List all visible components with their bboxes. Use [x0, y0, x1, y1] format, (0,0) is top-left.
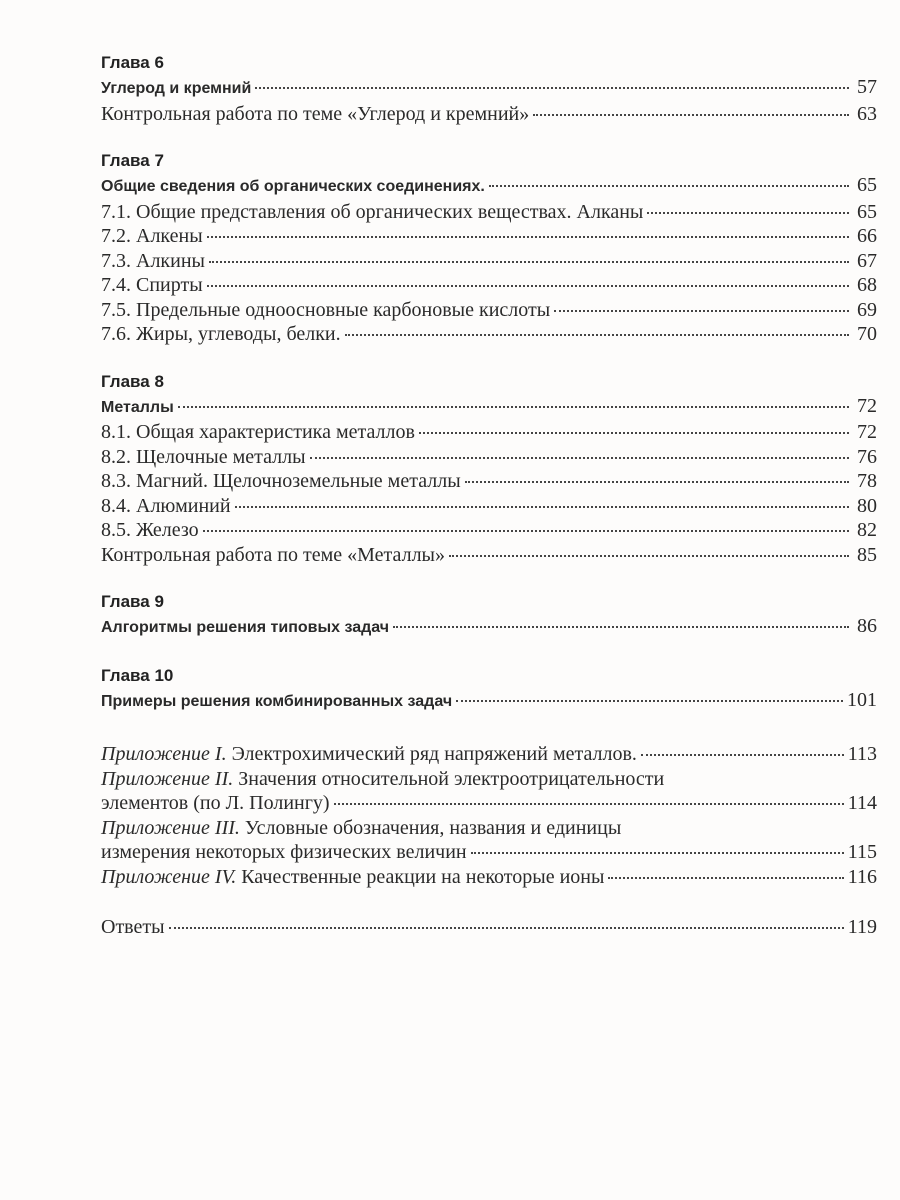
chapter-9-section [101, 589, 877, 641]
chapter-heading: Глава 10 [101, 665, 174, 685]
dot-leader [449, 554, 849, 557]
toc-entry[interactable] [101, 298, 877, 323]
dot-leader [207, 284, 849, 287]
appendix-continuation-text: элементов (по Л. Полингу) [101, 792, 330, 814]
toc-entry[interactable] [101, 420, 877, 445]
toc-entry[interactable] [101, 249, 877, 274]
page-number: 116 [847, 865, 877, 888]
chapter-heading: Глава 8 [101, 371, 164, 391]
page-number: 72 [857, 394, 877, 417]
entry-title: Алгоритмы решения типовых задач [101, 619, 390, 636]
toc-entry[interactable] [101, 614, 877, 641]
page-number: 70 [857, 323, 877, 345]
appendix-continuation-text: измерения некоторых физических величин [101, 841, 467, 863]
dot-leader [255, 86, 849, 89]
page-number: 85 [857, 543, 877, 566]
appendix-label: Приложение IV. [101, 865, 237, 888]
chapter-heading: Глава 6 [101, 53, 164, 72]
toc-entry[interactable] [101, 273, 877, 298]
page-number: 76 [857, 445, 877, 468]
appendix-text: Электрохимический ряд напряжений металлов. [231, 743, 637, 765]
toc-entry[interactable] [101, 102, 877, 127]
dot-leader [169, 926, 844, 929]
appendix-first-line [101, 767, 877, 792]
appendix-entry[interactable] [101, 742, 877, 767]
entry-title: 8.2. Щелочные металлы [101, 445, 306, 468]
page-number: 101 [847, 688, 877, 711]
chapter-heading: Глава 7 [101, 151, 164, 170]
toc-entry[interactable] [101, 543, 877, 568]
dot-leader [207, 235, 849, 238]
appendix-entry[interactable] [101, 767, 877, 816]
appendix-entry[interactable] [101, 816, 877, 865]
page-number: 80 [857, 494, 877, 517]
dot-leader [471, 851, 844, 854]
dot-leader [533, 113, 849, 116]
dot-leader [419, 431, 849, 434]
entry-title: Ответы [101, 916, 165, 938]
page-number: 63 [857, 102, 877, 125]
table-of-contents [101, 50, 877, 962]
entry-title: 7.4. Спирты [101, 274, 203, 296]
entry-title: Примеры решения комбинированных задач [101, 692, 453, 710]
entry-title: 8.3. Магний. Щелочноземельные металлы [101, 470, 461, 492]
dot-leader [608, 876, 843, 879]
entry-title: 7.2. Алкены [101, 225, 203, 247]
chapter-6-section [101, 50, 877, 126]
toc-entry[interactable] [101, 494, 877, 519]
appendix-label: Приложение I. [101, 743, 227, 765]
appendix-label: Приложение II. [101, 767, 234, 790]
page-number: 86 [857, 615, 877, 637]
chapter-10-section [101, 663, 877, 715]
toc-entry[interactable] [101, 518, 877, 543]
chapter-heading: Глава 9 [101, 592, 164, 611]
dot-leader [345, 333, 849, 336]
page-number: 78 [857, 470, 877, 492]
appendix-text: Значения относительной электроотрицательности [238, 767, 665, 790]
toc-entry[interactable] [101, 394, 877, 421]
entry-title: Контрольная работа по теме «Углерод и кремний» [101, 102, 530, 125]
toc-entry[interactable] [101, 469, 877, 494]
entry-title: Контрольная работа по теме «Металлы» [101, 543, 445, 566]
page-number: 114 [847, 792, 877, 814]
page-number: 69 [857, 298, 877, 321]
dot-leader [209, 260, 849, 263]
page-number: 68 [857, 274, 877, 296]
toc-entry[interactable] [101, 224, 877, 249]
toc-entry[interactable] [101, 75, 877, 102]
page-number: 57 [857, 76, 877, 98]
page-number: 67 [857, 249, 877, 272]
entry-title: Металлы [101, 398, 174, 416]
entry-title: 7.5. Предельные одноосновные карбоновые кислоты [101, 298, 551, 321]
page-number: 65 [857, 174, 877, 196]
dot-leader [235, 505, 849, 508]
appendices-section [101, 742, 877, 889]
page-number: 65 [857, 200, 877, 223]
dot-leader [393, 625, 849, 628]
entry-title: 7.1. Общие представления об органических веществах. Алканы [101, 200, 644, 223]
page-number: 119 [847, 916, 877, 938]
entry-title [101, 742, 637, 767]
chapter-8-section [101, 369, 877, 568]
appendix-text: Качественные реакции на некоторые ионы [241, 865, 605, 888]
toc-entry[interactable] [101, 322, 877, 347]
appendix-continuation [101, 791, 877, 816]
entry-title: 8.5. Железо [101, 519, 199, 541]
entry-title: 8.4. Алюминий [101, 494, 231, 517]
dot-leader [489, 184, 849, 187]
page-number: 82 [857, 519, 877, 541]
appendix-entry[interactable] [101, 865, 877, 890]
appendix-label: Приложение III. [101, 816, 240, 839]
entry-title: 8.1. Общая характеристика металлов [101, 421, 415, 443]
dot-leader [203, 529, 849, 532]
appendix-first-line [101, 816, 877, 841]
page-number: 72 [857, 421, 877, 443]
dot-leader [554, 309, 849, 312]
toc-entry[interactable] [101, 173, 877, 200]
toc-entry[interactable] [101, 445, 877, 470]
entry-title: Углерод и кремний [101, 80, 252, 97]
entry-title: 7.3. Алкины [101, 249, 205, 272]
chapter-7-section [101, 148, 877, 347]
dot-leader [334, 802, 844, 805]
appendix-continuation [101, 840, 877, 865]
toc-entry[interactable] [101, 688, 877, 715]
dot-leader [456, 699, 843, 702]
entry-title: 7.6. Жиры, углеводы, белки. [101, 323, 341, 345]
page-number: 115 [847, 841, 877, 863]
dot-leader [641, 753, 844, 756]
entry-title [101, 865, 604, 890]
answers-entry[interactable] [101, 915, 877, 940]
appendix-text: Условные обозначения, названия и единицы [244, 816, 622, 839]
entry-title: Общие сведения об органических соединениях. [101, 178, 485, 195]
answers-section [101, 915, 877, 940]
dot-leader [178, 405, 849, 408]
page-number: 66 [857, 225, 877, 247]
dot-leader [310, 456, 849, 459]
dot-leader [647, 211, 849, 214]
page-number: 113 [847, 743, 877, 765]
dot-leader [465, 480, 849, 483]
toc-entry[interactable] [101, 200, 877, 225]
